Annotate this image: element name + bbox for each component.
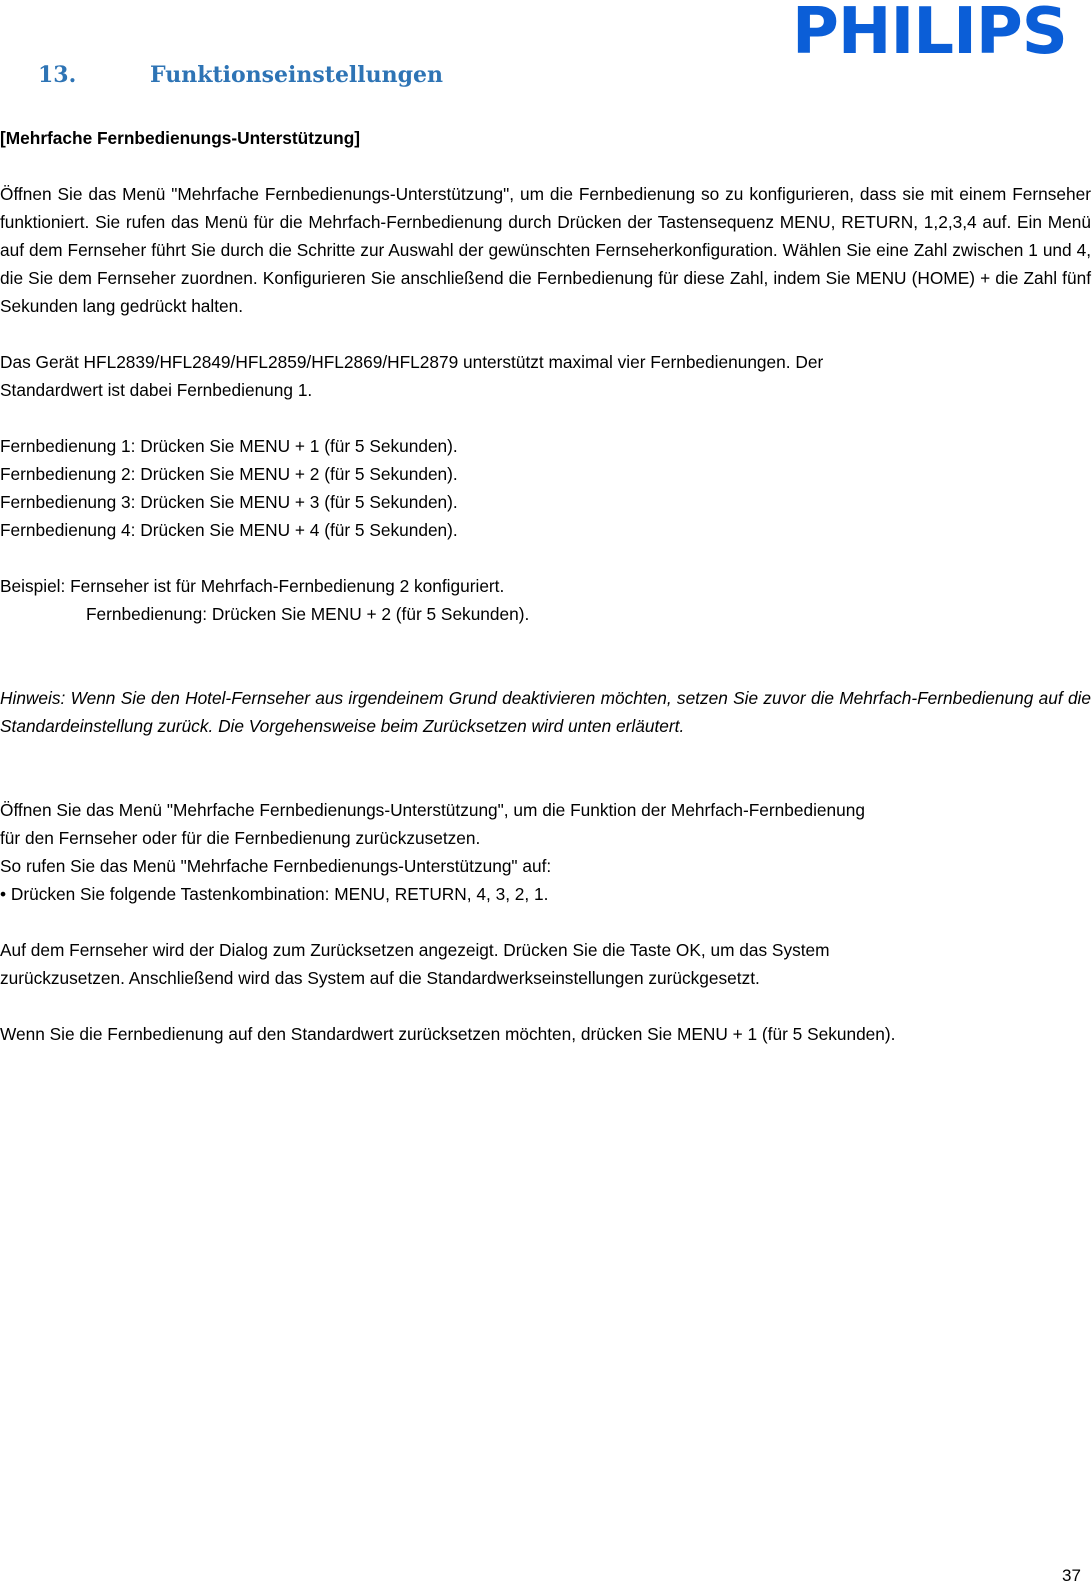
- intro-paragraph: Öffnen Sie das Menü "Mehrfache Fernbedienungs-Unterstützung", um die Fernbedienung so zu konfigurieren, dass sie mit einem Fernseher funktioniert. Sie rufen das Menü für die Mehrfach-Fernbedienung durch Drücken der Tastensequenz MENU, RETURN, 1,2,3,4 auf. Ein Menü auf dem Fernseher führt Sie durch die Schritte zur Auswahl der gewünschten Fernseherkonfiguration. Wählen Sie eine Zahl zwischen 1 und 4, die Sie dem Fernseher zuordnen. Konfigurieren Sie anschließend die Fernbedienung für diese Zahl, indem Sie MENU (HOME) + die Zahl fünf Sekunden lang gedrückt halten.: [0, 184, 1091, 316]
- subheading: [Mehrfache Fernbedienungs-Unterstützung]: [0, 128, 361, 148]
- note-paragraph: Hinweis: Wenn Sie den Hotel-Fernseher aus irgendeinem Grund deaktivieren möchten, setzen Sie zuvor die Mehrfach-Fernbedienung auf die Standardeinstellung zurück. Die Vorgehensweise beim Zurücksetzen wird unten erläutert.: [0, 688, 1091, 736]
- section-heading: [38, 62, 443, 88]
- reset-paragraph-line: Öffnen Sie das Menü "Mehrfache Fernbedienungs-Unterstützung", um die Funktion der Mehrfach-Fernbedienung: [0, 800, 865, 820]
- philips-logo: PHILIPS: [792, 0, 1067, 69]
- dialog-paragraph-line: zurückzusetzen. Anschließend wird das System auf die Standardwerkseinstellungen zurückgesetzt.: [0, 968, 760, 988]
- reset-bullet-line: • Drücken Sie folgende Tastenkombination: MENU, RETURN, 4, 3, 2, 1.: [0, 884, 549, 904]
- dialog-paragraph-line: Auf dem Fernseher wird der Dialog zum Zurücksetzen angezeigt. Drücken Sie die Taste OK, um das System: [0, 940, 830, 960]
- remote-3-line: Fernbedienung 3: Drücken Sie MENU + 3 (für 5 Sekunden).: [0, 492, 458, 512]
- document-body: [0, 124, 1091, 1048]
- section-title: Funktionseinstellungen: [150, 62, 444, 88]
- device-paragraph-line: Standardwert ist dabei Fernbedienung 1.: [0, 380, 313, 400]
- remote-2-line: Fernbedienung 2: Drücken Sie MENU + 2 (für 5 Sekunden).: [0, 464, 458, 484]
- reset-paragraph-line: für den Fernseher oder für die Fernbedienung zurückzusetzen.: [0, 828, 481, 848]
- reset-paragraph-line: So rufen Sie das Menü "Mehrfache Fernbedienungs-Unterstützung" auf:: [0, 856, 552, 876]
- page-number: 37: [1062, 1566, 1081, 1585]
- example-remote-line: Fernbedienung: Drücken Sie MENU + 2 (für 5 Sekunden).: [86, 604, 530, 624]
- section-number: 13.: [38, 62, 77, 88]
- default-reset-line: Wenn Sie die Fernbedienung auf den Standardwert zurücksetzen möchten, drücken Sie MENU + 1 (für 5 Sekunden).: [0, 1024, 896, 1044]
- device-paragraph-line: Das Gerät HFL2839/HFL2849/HFL2859/HFL2869/HFL2879 unterstützt maximal vier Fernbedienungen. Der: [0, 352, 824, 372]
- remote-4-line: Fernbedienung 4: Drücken Sie MENU + 4 (für 5 Sekunden).: [0, 520, 458, 540]
- example-line: Beispiel: Fernseher ist für Mehrfach-Fernbedienung 2 konfiguriert.: [0, 576, 505, 596]
- remote-1-line: Fernbedienung 1: Drücken Sie MENU + 1 (für 5 Sekunden).: [0, 436, 458, 456]
